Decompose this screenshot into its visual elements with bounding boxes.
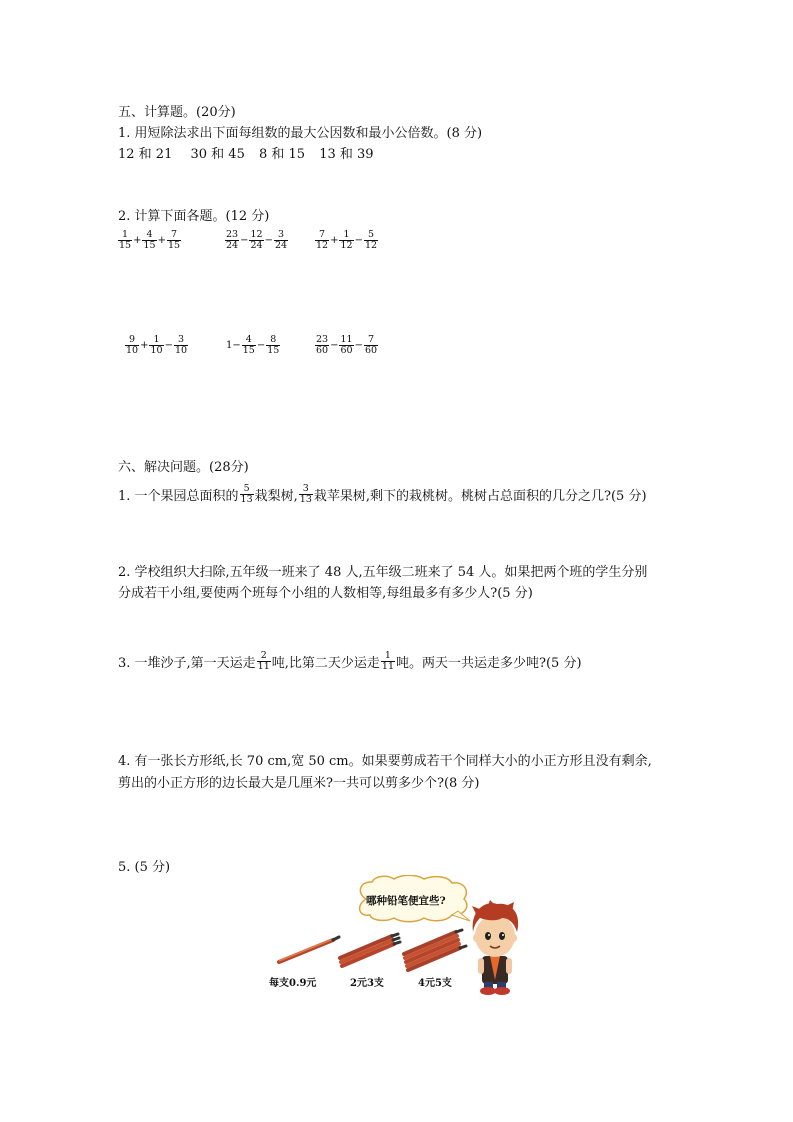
problem-6-2-line-1: 2. 学校组织大扫除,五年级一班来了 48 人,五年级二班来了 54 人。如果把两个班的学生分别 (118, 565, 648, 580)
problem-6-4-line-1: 4. 有一张长方形纸,长 70 cm,宽 50 cm。如果要剪成若干个同样大小的小正方形且没有剩余, (118, 754, 652, 769)
bubble-text: 哪种铅笔便宜些? (366, 895, 446, 907)
expression-5 (226, 335, 281, 356)
expression-2 (224, 230, 289, 251)
fraction: $\frac{1}{11}$ (381, 650, 394, 672)
caption-five-pencils: 4元5支 (418, 978, 452, 989)
fraction: $\frac{4}{15}$ (143, 229, 156, 251)
operator: − (256, 340, 266, 351)
operator: − (164, 340, 173, 351)
fraction: $\frac{4}{15}$ (242, 334, 255, 356)
operator: 1 (226, 340, 233, 351)
fraction: $\frac{2}{11}$ (257, 650, 270, 672)
fraction: $\frac{12}{24}$ (250, 229, 263, 251)
pair-2: 30 和 45 (190, 147, 245, 162)
operator: + (157, 235, 166, 246)
section-5-title: 五、计算题。(20分) (118, 105, 236, 120)
fraction: $\frac{1}{15}$ (119, 229, 132, 251)
problem-6-5: 5. (5 分) (118, 860, 171, 875)
problem-3-text-c: 吨。两天一共运走多少吨?(5 分) (396, 656, 582, 671)
expression-4 (124, 335, 189, 356)
operator: − (264, 235, 273, 246)
problem-6-1 (118, 484, 647, 505)
fraction: $\frac{7}{15}$ (167, 229, 181, 251)
operator: + (140, 340, 149, 351)
fraction: $\frac{3}{24}$ (274, 229, 288, 251)
fraction: $\frac{3}{10}$ (174, 334, 188, 356)
caption-single-pencil: 每支0.9元 (269, 978, 317, 989)
problem-3-text-a: 3. 一堆沙子,第一天运走 (118, 656, 256, 671)
problem-6-2-line-2: 分成若干小组,要使两个班每个小组的人数相等,每组最多有多少人?(5 分) (118, 586, 533, 601)
problem-1-text-c: 栽苹果树,剩下的栽桃树。桃树占总面积的几分之几?(5 分) (313, 489, 647, 504)
expression-6 (314, 335, 379, 356)
operator: − (240, 235, 249, 246)
fraction: $\frac{1}{12}$ (340, 229, 353, 251)
expression-1 (117, 230, 182, 251)
problem-1-text-a: 1. 一个果园总面积的 (118, 489, 239, 504)
fraction: $\frac{8}{15}$ (267, 334, 280, 356)
single-pencil-icon (275, 928, 345, 968)
three-pencils-icon (336, 928, 406, 970)
problem-3-text-b: 吨,比第二天少运走 (271, 656, 380, 671)
fraction: $\frac{7}{60}$ (364, 334, 378, 356)
fraction: $\frac{3}{13}$ (299, 483, 312, 505)
operator: + (133, 235, 142, 246)
operator: − (330, 340, 339, 351)
pair-1: 12 和 21 (118, 147, 173, 162)
problem-6-4-line-2: 剪出的小正方形的边长最大是几厘米?一共可以剪多少个?(8 分) (118, 776, 480, 791)
operator: − (354, 235, 363, 246)
fraction: $\frac{7}{12}$ (316, 229, 329, 251)
expression-3 (314, 230, 379, 251)
pair-4: 13 和 39 (319, 147, 374, 162)
fraction: $\frac{9}{10}$ (126, 334, 139, 356)
section-6-title: 六、解决问题。(28分) (118, 460, 249, 475)
fraction: $\frac{1}{10}$ (150, 334, 163, 356)
number-pairs (118, 143, 374, 162)
pair-3: 8 和 15 (259, 147, 306, 162)
fraction: $\frac{11}{60}$ (340, 334, 353, 356)
fraction: $\frac{5}{12}$ (364, 229, 378, 251)
boy-cartoon-icon (462, 900, 528, 996)
operator: + (330, 235, 339, 246)
caption-three-pencils: 2元3支 (350, 978, 384, 989)
fraction: $\frac{5}{13}$ (240, 483, 253, 505)
problem-1-text-b: 栽梨树, (254, 489, 298, 504)
operator: − (232, 340, 241, 351)
operator: − (354, 340, 363, 351)
fraction: $\frac{23}{24}$ (226, 229, 239, 251)
fraction: $\frac{23}{60}$ (316, 334, 329, 356)
problem-6-3 (118, 651, 582, 672)
question-5-1: 1. 用短除法求出下面每组数的最大公因数和最小公倍数。(8 分) (118, 126, 483, 141)
question-5-2: 2. 计算下面各题。(12 分) (118, 209, 270, 224)
